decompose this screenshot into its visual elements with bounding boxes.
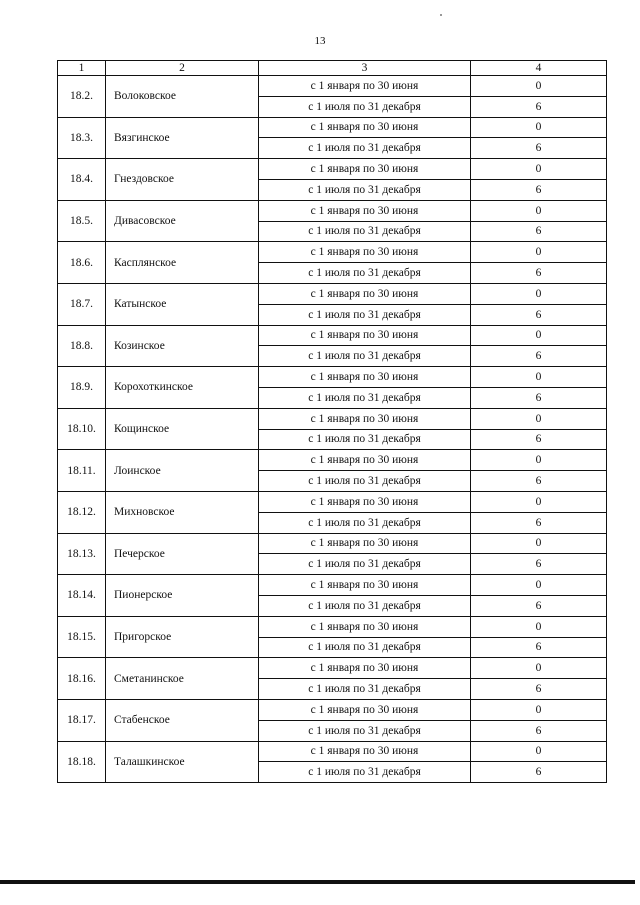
value-first-half: 0 bbox=[471, 450, 607, 471]
period-second-half: с 1 июля по 31 декабря bbox=[259, 762, 471, 783]
row-number: 18.8. bbox=[58, 325, 106, 367]
settlement-name: Дивасовское bbox=[106, 200, 259, 242]
column-header-1: 1 bbox=[58, 61, 106, 76]
period-second-half: с 1 июля по 31 декабря bbox=[259, 96, 471, 117]
period-first-half: с 1 января по 30 июня bbox=[259, 533, 471, 554]
header-row bbox=[58, 61, 607, 76]
row-number: 18.9. bbox=[58, 367, 106, 409]
column-header-2: 2 bbox=[106, 61, 259, 76]
settlement-name: Волоковское bbox=[106, 76, 259, 118]
row-number: 18.4. bbox=[58, 159, 106, 201]
value-first-half: 0 bbox=[471, 533, 607, 554]
settlement-name: Лоинское bbox=[106, 450, 259, 492]
period-first-half: с 1 января по 30 июня bbox=[259, 616, 471, 637]
row-number: 18.10. bbox=[58, 408, 106, 450]
value-second-half: 6 bbox=[471, 138, 607, 159]
value-first-half: 0 bbox=[471, 491, 607, 512]
row-number: 18.18. bbox=[58, 741, 106, 783]
value-second-half: 6 bbox=[471, 304, 607, 325]
settlement-name: Гнездовское bbox=[106, 159, 259, 201]
value-first-half: 0 bbox=[471, 76, 607, 97]
period-first-half: с 1 января по 30 июня bbox=[259, 117, 471, 138]
value-second-half: 6 bbox=[471, 595, 607, 616]
table-row bbox=[58, 450, 607, 471]
row-number: 18.16. bbox=[58, 658, 106, 700]
table-row bbox=[58, 159, 607, 180]
period-first-half: с 1 января по 30 июня bbox=[259, 741, 471, 762]
period-second-half: с 1 июля по 31 декабря bbox=[259, 637, 471, 658]
period-first-half: с 1 января по 30 июня bbox=[259, 408, 471, 429]
settlement-name: Пригорское bbox=[106, 616, 259, 658]
settlement-name: Кощинское bbox=[106, 408, 259, 450]
value-second-half: 6 bbox=[471, 179, 607, 200]
table-row bbox=[58, 658, 607, 679]
value-first-half: 0 bbox=[471, 699, 607, 720]
value-first-half: 0 bbox=[471, 325, 607, 346]
table-row bbox=[58, 741, 607, 762]
row-number: 18.14. bbox=[58, 575, 106, 617]
table-row bbox=[58, 408, 607, 429]
table-row bbox=[58, 699, 607, 720]
row-number: 18.7. bbox=[58, 283, 106, 325]
value-first-half: 0 bbox=[471, 283, 607, 304]
value-first-half: 0 bbox=[471, 408, 607, 429]
row-number: 18.2. bbox=[58, 76, 106, 118]
period-second-half: с 1 июля по 31 декабря bbox=[259, 138, 471, 159]
table-row bbox=[58, 76, 607, 97]
table-row bbox=[58, 242, 607, 263]
value-first-half: 0 bbox=[471, 242, 607, 263]
row-number: 18.11. bbox=[58, 450, 106, 492]
table-row bbox=[58, 200, 607, 221]
value-second-half: 6 bbox=[471, 512, 607, 533]
table-row bbox=[58, 117, 607, 138]
period-first-half: с 1 января по 30 июня bbox=[259, 283, 471, 304]
row-number: 18.17. bbox=[58, 699, 106, 741]
period-second-half: с 1 июля по 31 декабря bbox=[259, 179, 471, 200]
value-first-half: 0 bbox=[471, 159, 607, 180]
settlement-name: Талашкинское bbox=[106, 741, 259, 783]
column-header-4: 4 bbox=[471, 61, 607, 76]
row-number: 18.6. bbox=[58, 242, 106, 284]
value-second-half: 6 bbox=[471, 346, 607, 367]
period-second-half: с 1 июля по 31 декабря bbox=[259, 429, 471, 450]
period-first-half: с 1 января по 30 июня bbox=[259, 699, 471, 720]
table-row bbox=[58, 491, 607, 512]
period-second-half: с 1 июля по 31 декабря bbox=[259, 263, 471, 284]
tariff-table bbox=[57, 60, 607, 783]
period-first-half: с 1 января по 30 июня bbox=[259, 159, 471, 180]
settlement-name: Михновское bbox=[106, 491, 259, 533]
period-first-half: с 1 января по 30 июня bbox=[259, 491, 471, 512]
row-number: 18.15. bbox=[58, 616, 106, 658]
value-second-half: 6 bbox=[471, 471, 607, 492]
period-second-half: с 1 июля по 31 декабря bbox=[259, 471, 471, 492]
value-first-half: 0 bbox=[471, 575, 607, 596]
period-first-half: с 1 января по 30 июня bbox=[259, 325, 471, 346]
period-first-half: с 1 января по 30 июня bbox=[259, 575, 471, 596]
period-first-half: с 1 января по 30 июня bbox=[259, 367, 471, 388]
value-second-half: 6 bbox=[471, 387, 607, 408]
page-number: 13 bbox=[314, 35, 326, 47]
table-row bbox=[58, 575, 607, 596]
period-second-half: с 1 июля по 31 декабря bbox=[259, 595, 471, 616]
table-row bbox=[58, 533, 607, 554]
scan-speck bbox=[440, 14, 442, 16]
row-number: 18.3. bbox=[58, 117, 106, 159]
value-second-half: 6 bbox=[471, 720, 607, 741]
value-first-half: 0 bbox=[471, 200, 607, 221]
value-second-half: 6 bbox=[471, 679, 607, 700]
settlement-name: Козинское bbox=[106, 325, 259, 367]
value-second-half: 6 bbox=[471, 263, 607, 284]
period-second-half: с 1 июля по 31 декабря bbox=[259, 221, 471, 242]
period-first-half: с 1 января по 30 июня bbox=[259, 200, 471, 221]
period-second-half: с 1 июля по 31 декабря bbox=[259, 387, 471, 408]
value-first-half: 0 bbox=[471, 117, 607, 138]
settlement-name: Вязгинское bbox=[106, 117, 259, 159]
period-first-half: с 1 января по 30 июня bbox=[259, 658, 471, 679]
value-first-half: 0 bbox=[471, 367, 607, 388]
row-number: 18.12. bbox=[58, 491, 106, 533]
value-second-half: 6 bbox=[471, 554, 607, 575]
period-second-half: с 1 июля по 31 декабря bbox=[259, 679, 471, 700]
bottom-rule bbox=[0, 880, 635, 884]
period-second-half: с 1 июля по 31 декабря bbox=[259, 512, 471, 533]
period-first-half: с 1 января по 30 июня bbox=[259, 450, 471, 471]
settlement-name: Печерское bbox=[106, 533, 259, 575]
value-second-half: 6 bbox=[471, 429, 607, 450]
value-second-half: 6 bbox=[471, 221, 607, 242]
table-row bbox=[58, 325, 607, 346]
period-first-half: с 1 января по 30 июня bbox=[259, 242, 471, 263]
settlement-name: Касплянское bbox=[106, 242, 259, 284]
period-second-half: с 1 июля по 31 декабря bbox=[259, 720, 471, 741]
value-first-half: 0 bbox=[471, 741, 607, 762]
table-row bbox=[58, 283, 607, 304]
period-first-half: с 1 января по 30 июня bbox=[259, 76, 471, 97]
settlement-name: Сметанинское bbox=[106, 658, 259, 700]
period-second-half: с 1 июля по 31 декабря bbox=[259, 554, 471, 575]
value-second-half: 6 bbox=[471, 637, 607, 658]
row-number: 18.13. bbox=[58, 533, 106, 575]
row-number: 18.5. bbox=[58, 200, 106, 242]
settlement-name: Катынское bbox=[106, 283, 259, 325]
table-body bbox=[58, 76, 607, 783]
value-first-half: 0 bbox=[471, 616, 607, 637]
value-first-half: 0 bbox=[471, 658, 607, 679]
table-row bbox=[58, 367, 607, 388]
value-second-half: 6 bbox=[471, 762, 607, 783]
value-second-half: 6 bbox=[471, 96, 607, 117]
period-second-half: с 1 июля по 31 декабря bbox=[259, 304, 471, 325]
period-second-half: с 1 июля по 31 декабря bbox=[259, 346, 471, 367]
settlement-name: Стабенское bbox=[106, 699, 259, 741]
table-row bbox=[58, 616, 607, 637]
settlement-name: Корохоткинское bbox=[106, 367, 259, 409]
column-header-3: 3 bbox=[259, 61, 471, 76]
settlement-name: Пионерское bbox=[106, 575, 259, 617]
